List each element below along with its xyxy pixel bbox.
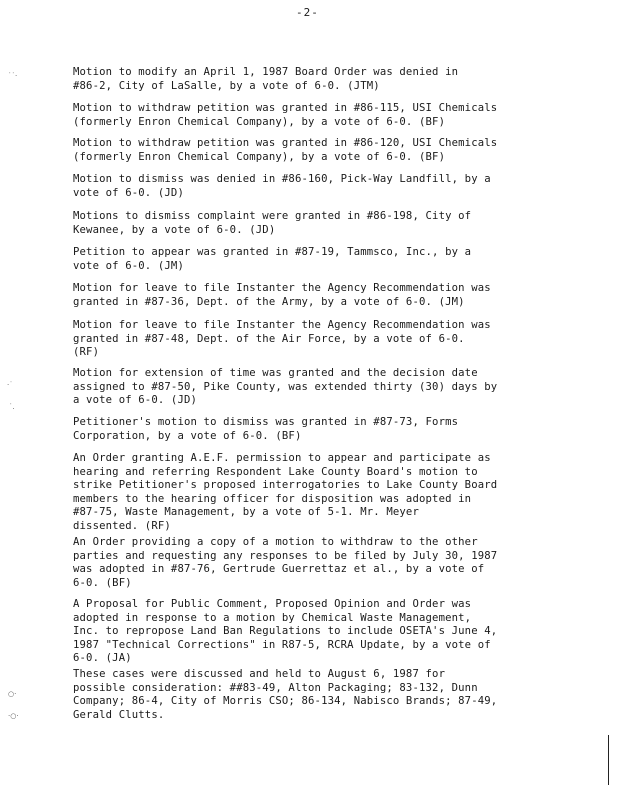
paragraph-line: granted in #87-36, Dept. of the Army, by a vote of 6-0. (JM) <box>73 295 465 308</box>
paragraph <box>73 668 563 722</box>
page-number: -2- <box>296 6 319 19</box>
paragraph-line: #87-75, Waste Management, by a vote of 5-1. Mr. Meyer <box>73 506 419 519</box>
paragraph-line: strike Petitioner's proposed interrogatories to Lake County Board <box>73 479 498 492</box>
paragraph-line: Motion for leave to file Instanter the Agency Recommendation was <box>73 319 491 331</box>
paragraph-line: adopted in response to a motion by Chemical Waste Management, <box>73 611 472 624</box>
paragraph <box>73 102 563 129</box>
paragraph-line: members to the hearing officer for disposition was adopted in <box>73 492 472 505</box>
paragraph-line: Company; 86-4, City of Morris CSO; 86-134, Nabisco Brands; 87-49, <box>73 695 498 708</box>
paragraph-line: An Order granting A.E.F. permission to appear and participate as <box>73 452 491 464</box>
paragraph-line: Kewanee, by a vote of 6-0. (JD) <box>73 223 276 236</box>
paragraph <box>73 137 563 164</box>
paragraph-line: assigned to #87-50, Pike County, was extended thirty (30) days by <box>73 380 498 393</box>
paragraph-line: vote of 6-0. (JM) <box>73 259 184 272</box>
paragraph <box>73 416 563 443</box>
paragraph-line: Motions to dismiss complaint were granted in #86-198, City of <box>73 210 472 222</box>
scan-speck: ·˙ <box>7 381 13 389</box>
paragraph <box>73 452 563 534</box>
paragraph-line: was adopted in #87-76, Gertrude Guerrettaz et al., by a vote of <box>73 563 485 576</box>
paragraph-line: Corporation, by a vote of 6-0. (BF) <box>73 429 302 442</box>
paragraph <box>73 66 563 93</box>
margin-line <box>608 735 609 785</box>
paragraph <box>73 536 563 590</box>
paragraph-line: hearing and referring Respondent Lake County Board's motion to <box>73 465 478 478</box>
paragraph <box>73 173 563 200</box>
paragraph-line: Gerald Clutts. <box>73 708 165 721</box>
paragraph-line: dissented. (RF) <box>73 519 171 532</box>
paragraph-line: Petition to appear was granted in #87-19, Tammsco, Inc., by a <box>73 246 472 258</box>
paragraph-line: Inc. to repropose Land Ban Regulations to include OSETA's June 4, <box>73 625 498 638</box>
scan-speck: ˙˙· <box>8 72 18 80</box>
paragraph-line: granted in #87-48, Dept. of the Air Force, by a vote of 6-0. <box>73 332 465 345</box>
paragraph <box>73 319 563 360</box>
paragraph-line: A Proposal for Public Comment, Proposed Opinion and Order was <box>73 598 472 610</box>
paragraph-line: These cases were discussed and held to August 6, 1987 for <box>73 668 446 680</box>
paragraph-line: 1987 "Technical Corrections" in R87-5, RCRA Update, by a vote of <box>73 638 491 651</box>
paragraph <box>73 210 563 237</box>
paragraph-line: #86-2, City of LaSalle, by a vote of 6-0. (JTM) <box>73 79 380 92</box>
paragraph <box>73 282 563 309</box>
paragraph-line: vote of 6-0. (JD) <box>73 186 184 199</box>
scan-speck: ·○· <box>8 712 19 720</box>
paragraph <box>73 598 563 666</box>
paragraph-line: 6-0. (BF) <box>73 576 132 589</box>
scan-speck: ˙. <box>9 403 15 411</box>
paragraph-line: 6-0. (JA) <box>73 652 132 665</box>
paragraph-line: (formerly Enron Chemical Company), by a vote of 6-0. (BF) <box>73 150 446 163</box>
paragraph-line: Motion to withdraw petition was granted in #86-115, USI Chemicals <box>73 102 498 114</box>
paragraph-line: (RF) <box>73 346 100 359</box>
paragraph <box>73 367 563 408</box>
paragraph-line: An Order providing a copy of a motion to withdraw to the other <box>73 536 478 548</box>
paragraph-line: Motion to dismiss was denied in #86-160, Pick-Way Landfill, by a <box>73 173 491 185</box>
scan-speck: ○· <box>8 690 17 698</box>
paragraph <box>73 246 563 273</box>
paragraph-line: Motion to modify an April 1, 1987 Board Order was denied in <box>73 66 459 78</box>
paragraph-line: Motion to withdraw petition was granted in #86-120, USI Chemicals <box>73 137 498 149</box>
paragraph-line: possible consideration: ##83-49, Alton Packaging; 83-132, Dunn <box>73 681 478 694</box>
paragraph-line: (formerly Enron Chemical Company), by a vote of 6-0. (BF) <box>73 115 446 128</box>
paragraph-line: a vote of 6-0. (JD) <box>73 394 198 407</box>
paragraph-line: Petitioner's motion to dismiss was granted in #87-73, Forms <box>73 416 459 428</box>
paragraph-line: Motion for extension of time was granted and the decision date <box>73 367 478 379</box>
paragraph-line: Motion for leave to file Instanter the Agency Recommendation was <box>73 282 491 294</box>
paragraph-line: parties and requesting any responses to be filed by July 30, 1987 <box>73 549 498 562</box>
